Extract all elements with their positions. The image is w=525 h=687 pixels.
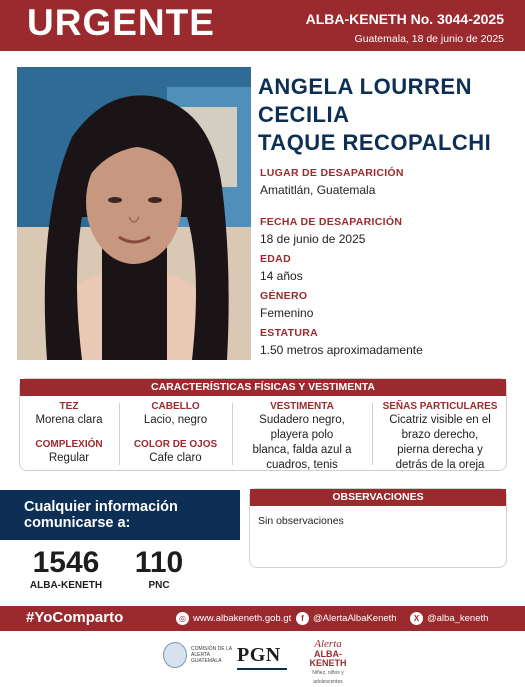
x-link[interactable] <box>410 612 488 625</box>
contact-line-2: comunicarse a: <box>24 515 131 531</box>
name-line-1: ANGELA LOURREN <box>258 74 472 99</box>
facebook-text: @AlertaAlbaKeneth <box>313 613 397 624</box>
phone-number-pnc[interactable]: 110 <box>134 546 184 579</box>
field-value: Femenino <box>260 306 314 320</box>
vestimenta-label: VESTIMENTA <box>270 401 334 412</box>
contact-banner <box>0 490 240 540</box>
observations-title: OBSERVACIONES <box>250 489 506 506</box>
senas-line: Cicatriz visible en el <box>389 414 491 426</box>
website-text: www.albakeneth.gob.gt <box>193 613 292 624</box>
person-name <box>258 73 518 157</box>
alerta-logo-line1: Alerta <box>314 638 342 650</box>
field-value: 14 años <box>260 269 303 283</box>
field-value: 1.50 metros aproximadamente <box>260 343 423 357</box>
urgent-title: URGENTE <box>27 2 215 43</box>
field-value: Amatitlán, Guatemala <box>260 183 376 197</box>
col-tez-complexion <box>20 401 118 465</box>
facebook-link[interactable] <box>296 612 397 625</box>
gov-logo-text: COMISIÓN DE LA ALERTA GUATEMALA <box>191 646 232 664</box>
senas-line: detrás de la oreja <box>395 459 485 471</box>
x-text: @alba_keneth <box>427 613 489 624</box>
field-value: 18 de junio de 2025 <box>260 232 366 246</box>
field-label: GÉNERO <box>260 290 308 302</box>
senas-label: SEÑAS PARTICULARES <box>382 401 498 412</box>
pgn-underline <box>237 668 287 670</box>
portrait-illustration <box>17 67 251 360</box>
characteristics-title: CARACTERÍSTICAS FÍSICAS Y VESTIMENTA <box>20 379 506 396</box>
cabello-label: CABELLO <box>151 401 200 412</box>
footer-bar <box>0 606 525 631</box>
x-icon: X <box>410 612 423 625</box>
logos-row <box>0 636 525 685</box>
tez-value: Morena clara <box>35 414 103 426</box>
missing-person-photo <box>17 67 251 360</box>
senas-line: brazo derecho, <box>401 429 479 441</box>
name-line-2: CECILIA <box>258 102 350 127</box>
characteristics-panel <box>19 378 507 471</box>
complexion-value: Regular <box>48 452 90 464</box>
header-banner <box>0 0 525 51</box>
seal-icon <box>163 642 187 668</box>
field-label: LUGAR DE DESAPARICIÓN <box>260 167 404 179</box>
pgn-logo-text: PGN <box>237 644 281 666</box>
field-label: ESTATURA <box>260 327 319 339</box>
pgn-logo <box>237 644 281 667</box>
ojos-label: COLOR DE OJOS <box>133 439 218 450</box>
field-date <box>260 216 402 246</box>
vestimenta-line: playera polo <box>270 429 334 441</box>
field-label: FECHA DE DESAPARICIÓN <box>260 216 403 228</box>
phone-number-alba[interactable]: 1546 <box>32 546 100 579</box>
tez-label: TEZ <box>59 401 79 412</box>
contact-line-1: Cualquier información <box>24 499 178 515</box>
col-vestimenta <box>233 401 371 472</box>
field-height <box>260 327 423 357</box>
field-place <box>260 167 404 197</box>
place-date: Guatemala, 18 de junio de 2025 <box>354 33 504 45</box>
cabello-value: Lacio, negro <box>143 414 208 426</box>
hashtag[interactable]: #YoComparto <box>26 609 124 626</box>
vestimenta-line: Sudadero negro, <box>259 414 345 426</box>
complexion-label: COMPLEXIÓN <box>35 439 103 450</box>
col-senas <box>373 401 507 472</box>
field-age <box>260 253 303 283</box>
phone-label-alba: ALBA-KENETH <box>29 580 103 591</box>
alerta-logo <box>300 640 356 687</box>
observations-panel <box>249 488 507 568</box>
vestimenta-line: cuadros, tenis <box>266 459 338 471</box>
ojos-value: Cafe claro <box>149 452 202 464</box>
senas-line: pierna derecha y <box>397 444 483 456</box>
alerta-logo-line3: Niñez, niños y adolescentes <box>312 670 344 685</box>
facebook-icon: f <box>296 612 309 625</box>
vestimenta-line: blanca, falda azul a <box>252 444 352 456</box>
field-gender <box>260 290 313 320</box>
observations-text: Sin observaciones <box>258 515 344 527</box>
name-line-3: TAQUE RECOPALCHI <box>258 130 492 155</box>
phone-label-pnc: PNC <box>148 580 170 591</box>
field-label: EDAD <box>260 253 291 265</box>
globe-icon: ◎ <box>176 612 189 625</box>
alert-number: ALBA-KENETH No. 3044-2025 <box>305 11 504 27</box>
alerta-logo-line2: ALBA-KENETH <box>309 649 347 668</box>
website-link[interactable] <box>176 612 291 625</box>
col-cabello-ojos <box>120 401 231 465</box>
